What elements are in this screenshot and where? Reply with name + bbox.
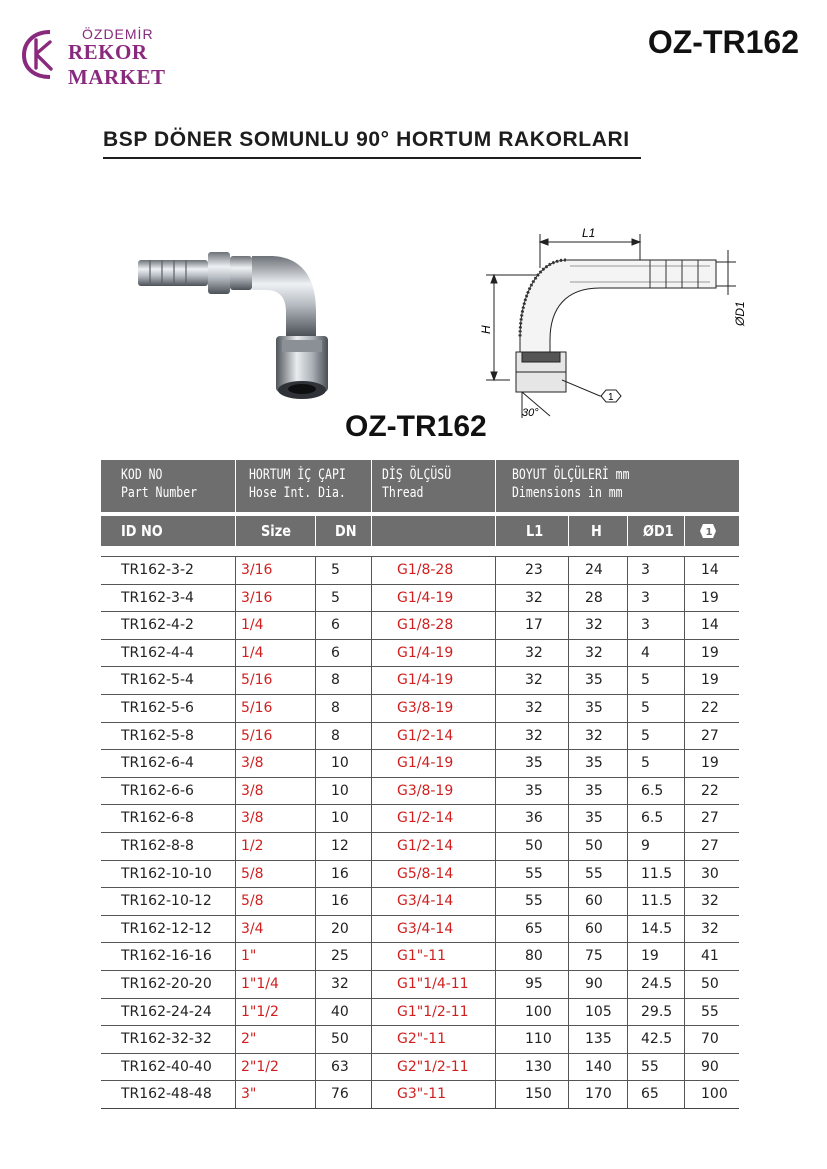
cell-id: TR162-5-6 xyxy=(121,699,194,716)
cell-id: TR162-24-24 xyxy=(121,1003,212,1020)
table-body xyxy=(101,556,739,1109)
cell-size: 5/16 xyxy=(241,699,273,716)
table-row xyxy=(101,777,739,805)
cell-thread: G1/2-14 xyxy=(397,810,454,827)
cell-d1: 5 xyxy=(641,672,650,689)
cell-l1: 32 xyxy=(525,727,543,744)
cell-h: 140 xyxy=(585,1058,612,1075)
cell-h: 35 xyxy=(585,782,603,799)
cell-thread: G2"1/2-11 xyxy=(397,1058,469,1075)
cell-l1: 50 xyxy=(525,837,543,854)
cell-l1: 65 xyxy=(525,920,543,937)
cell-dn: 8 xyxy=(331,727,340,744)
cell-thread: G3/4-14 xyxy=(397,920,454,937)
cell-marker: 22 xyxy=(701,782,719,799)
header-notch xyxy=(219,460,235,512)
figure-label: OZ-TR162 xyxy=(345,410,487,443)
cell-id: TR162-16-16 xyxy=(121,948,212,965)
title-underline xyxy=(103,157,641,159)
cell-marker: 100 xyxy=(701,1086,728,1103)
fitting-photo xyxy=(120,240,350,415)
cell-dn: 25 xyxy=(331,948,349,965)
logo-mark-icon xyxy=(20,28,62,80)
cell-dn: 5 xyxy=(331,589,340,606)
cell-marker: 19 xyxy=(701,589,719,606)
cell-l1: 100 xyxy=(525,1003,552,1020)
cell-id: TR162-4-2 xyxy=(121,617,194,634)
cell-dn: 32 xyxy=(331,975,349,992)
cell-l1: 32 xyxy=(525,589,543,606)
cell-thread: G1"1/4-11 xyxy=(397,975,469,992)
cell-l1: 150 xyxy=(525,1086,552,1103)
col-header-l1: L1 xyxy=(526,522,544,540)
cell-id: TR162-48-48 xyxy=(121,1086,212,1103)
table-row xyxy=(101,970,739,998)
cell-marker: 27 xyxy=(701,727,719,744)
cell-size: 5/16 xyxy=(241,727,273,744)
cell-thread: G5/8-14 xyxy=(397,865,454,882)
cell-size: 3/8 xyxy=(241,755,264,772)
cell-d1: 65 xyxy=(641,1086,659,1103)
cell-h: 35 xyxy=(585,672,603,689)
cell-l1: 55 xyxy=(525,865,543,882)
cell-id: TR162-32-32 xyxy=(121,1031,212,1048)
cell-h: 35 xyxy=(585,699,603,716)
cell-dn: 16 xyxy=(331,865,349,882)
cell-dn: 63 xyxy=(331,1058,349,1075)
cell-thread: G3/8-19 xyxy=(397,699,454,716)
cell-h: 24 xyxy=(585,562,603,578)
drawing-label-marker: 1 xyxy=(608,392,614,403)
cell-d1: 3 xyxy=(641,562,650,578)
col-header-marker: 1 xyxy=(705,527,713,538)
cell-marker: 14 xyxy=(701,562,719,578)
cell-marker: 32 xyxy=(701,920,719,937)
cell-d1: 29.5 xyxy=(641,1003,673,1020)
cell-marker: 70 xyxy=(701,1031,719,1048)
cell-thread: G1/8-28 xyxy=(397,617,454,634)
table-row xyxy=(101,804,739,832)
cell-size: 2" xyxy=(241,1031,257,1048)
col-header-size: Size xyxy=(261,522,291,540)
drawing-label-l1: L1 xyxy=(582,226,596,240)
cell-d1: 24.5 xyxy=(641,975,673,992)
column-header-row xyxy=(101,516,739,546)
cell-id: TR162-12-12 xyxy=(121,920,212,937)
cell-h: 35 xyxy=(585,810,603,827)
group-header-dimensions: BOYUT ÖLÇÜLERİ mm Dimensions in mm xyxy=(512,467,630,501)
cell-h: 55 xyxy=(585,865,603,882)
cell-h: 75 xyxy=(585,948,603,965)
cell-size: 3/8 xyxy=(241,810,264,827)
group-header-row xyxy=(101,460,739,512)
cell-marker: 14 xyxy=(701,617,719,634)
table-row xyxy=(101,942,739,970)
cell-thread: G1/4-19 xyxy=(397,589,454,606)
table-row xyxy=(101,584,739,612)
cell-d1: 19 xyxy=(641,948,659,965)
group-header-thread: DİŞ ÖLÇÜSÜ Thread xyxy=(382,467,452,501)
cell-thread: G3/4-14 xyxy=(397,893,454,910)
cell-thread: G3/8-19 xyxy=(397,782,454,799)
cell-d1: 14.5 xyxy=(641,920,673,937)
cell-id: TR162-3-2 xyxy=(121,562,194,578)
cell-marker: 55 xyxy=(701,1003,719,1020)
table-row xyxy=(101,1053,739,1081)
cell-size: 1/2 xyxy=(241,837,264,854)
cell-h: 32 xyxy=(585,617,603,634)
cell-h: 32 xyxy=(585,727,603,744)
cell-size: 3" xyxy=(241,1086,257,1103)
cell-marker: 50 xyxy=(701,975,719,992)
cell-dn: 20 xyxy=(331,920,349,937)
cell-thread: G1/2-14 xyxy=(397,727,454,744)
table-row xyxy=(101,722,739,750)
table-row xyxy=(101,749,739,777)
cell-d1: 4 xyxy=(641,644,650,661)
cell-h: 60 xyxy=(585,920,603,937)
drawing-label-angle: 30° xyxy=(522,407,539,419)
table-row xyxy=(101,915,739,943)
cell-h: 60 xyxy=(585,893,603,910)
group-header-part: KOD NO Part Number xyxy=(121,467,198,501)
hex-marker-icon xyxy=(699,523,717,539)
cell-dn: 8 xyxy=(331,672,340,689)
cell-l1: 36 xyxy=(525,810,543,827)
cell-size: 3/8 xyxy=(241,782,264,799)
cell-size: 1"1/2 xyxy=(241,1003,279,1020)
cell-thread: G1/4-19 xyxy=(397,672,454,689)
cell-dn: 8 xyxy=(331,699,340,716)
cell-l1: 95 xyxy=(525,975,543,992)
cell-d1: 5 xyxy=(641,727,650,744)
cell-l1: 17 xyxy=(525,617,543,634)
cell-dn: 50 xyxy=(331,1031,349,1048)
cell-id: TR162-40-40 xyxy=(121,1058,212,1075)
cell-dn: 76 xyxy=(331,1086,349,1103)
cell-marker: 32 xyxy=(701,893,719,910)
cell-d1: 3 xyxy=(641,617,650,634)
cell-l1: 32 xyxy=(525,672,543,689)
cell-dn: 12 xyxy=(331,837,349,854)
cell-h: 170 xyxy=(585,1086,612,1103)
cell-id: TR162-20-20 xyxy=(121,975,212,992)
cell-id: TR162-4-4 xyxy=(121,644,194,661)
cell-dn: 16 xyxy=(331,893,349,910)
technical-drawing xyxy=(470,220,760,430)
cell-id: TR162-6-4 xyxy=(121,755,194,772)
cell-size: 3/4 xyxy=(241,920,264,937)
col-header-h: H xyxy=(591,522,602,540)
cell-d1: 9 xyxy=(641,837,650,854)
cell-size: 1" xyxy=(241,948,257,965)
brand-top-text: ÖZDEMİR xyxy=(82,26,154,42)
cell-l1: 23 xyxy=(525,562,543,578)
cell-dn: 6 xyxy=(331,644,340,661)
cell-dn: 10 xyxy=(331,755,349,772)
cell-marker: 30 xyxy=(701,865,719,882)
cell-thread: G1/2-14 xyxy=(397,837,454,854)
table-row xyxy=(101,998,739,1026)
cell-size: 5/8 xyxy=(241,893,264,910)
cell-dn: 10 xyxy=(331,810,349,827)
cell-h: 28 xyxy=(585,589,603,606)
table-row xyxy=(101,1080,739,1108)
table-row xyxy=(101,639,739,667)
cell-h: 32 xyxy=(585,644,603,661)
cell-l1: 130 xyxy=(525,1058,552,1075)
table-row xyxy=(101,611,739,639)
drawing-label-d1: ØD1 xyxy=(733,301,747,326)
cell-size: 1/4 xyxy=(241,644,264,661)
table-row xyxy=(101,832,739,860)
cell-l1: 32 xyxy=(525,644,543,661)
document-code: OZ-TR162 xyxy=(647,24,799,60)
cell-d1: 6.5 xyxy=(641,810,664,827)
table-row xyxy=(101,556,739,584)
cell-id: TR162-8-8 xyxy=(121,837,194,854)
cell-dn: 6 xyxy=(331,617,340,634)
cell-d1: 11.5 xyxy=(641,865,673,882)
table-row xyxy=(101,666,739,694)
cell-size: 1"1/4 xyxy=(241,975,279,992)
cell-id: TR162-5-4 xyxy=(121,672,194,689)
cell-dn: 10 xyxy=(331,782,349,799)
cell-thread: G1"1/2-11 xyxy=(397,1003,469,1020)
cell-thread: G1/4-19 xyxy=(397,644,454,661)
cell-id: TR162-5-8 xyxy=(121,727,194,744)
cell-l1: 35 xyxy=(525,755,543,772)
cell-id: TR162-6-8 xyxy=(121,810,194,827)
cell-h: 35 xyxy=(585,755,603,772)
col-header-d1: ØD1 xyxy=(643,522,674,540)
table-row xyxy=(101,1025,739,1053)
cell-id: TR162-10-10 xyxy=(121,865,212,882)
cell-marker: 19 xyxy=(701,672,719,689)
cell-h: 135 xyxy=(585,1031,612,1048)
col-header-dn: DN xyxy=(335,522,357,540)
cell-size: 3/16 xyxy=(241,589,273,606)
spec-table xyxy=(101,460,739,1109)
table-row xyxy=(101,887,739,915)
cell-l1: 80 xyxy=(525,948,543,965)
cell-size: 1/4 xyxy=(241,617,264,634)
cell-l1: 32 xyxy=(525,699,543,716)
cell-size: 5/8 xyxy=(241,865,264,882)
drawing-label-h: H xyxy=(479,325,493,334)
cell-d1: 5 xyxy=(641,755,650,772)
cell-marker: 19 xyxy=(701,644,719,661)
cell-marker: 90 xyxy=(701,1058,719,1075)
cell-size: 5/16 xyxy=(241,672,273,689)
cell-dn: 40 xyxy=(331,1003,349,1020)
cell-size: 3/16 xyxy=(241,562,273,578)
brand-logo xyxy=(20,24,240,89)
cell-thread: G1/8-28 xyxy=(397,562,454,578)
brand-main-text: REKOR MARKET xyxy=(68,40,166,89)
cell-thread: G1"-11 xyxy=(397,948,447,965)
cell-marker: 27 xyxy=(701,837,719,854)
cell-id: TR162-10-12 xyxy=(121,893,212,910)
cell-marker: 19 xyxy=(701,755,719,772)
cell-l1: 55 xyxy=(525,893,543,910)
cell-marker: 41 xyxy=(701,948,719,965)
cell-d1: 11.5 xyxy=(641,893,673,910)
cell-d1: 42.5 xyxy=(641,1031,673,1048)
cell-thread: G3"-11 xyxy=(397,1086,447,1103)
cell-id: TR162-3-4 xyxy=(121,589,194,606)
cell-d1: 5 xyxy=(641,699,650,716)
cell-size: 2"1/2 xyxy=(241,1058,279,1075)
cell-h: 90 xyxy=(585,975,603,992)
cell-d1: 6.5 xyxy=(641,782,664,799)
cell-marker: 27 xyxy=(701,810,719,827)
cell-marker: 22 xyxy=(701,699,719,716)
col-header-id: ID NO xyxy=(121,522,163,540)
cell-thread: G1/4-19 xyxy=(397,755,454,772)
cell-id: TR162-6-6 xyxy=(121,782,194,799)
page-title: BSP DÖNER SOMUNLU 90° HORTUM RAKORLARI xyxy=(103,128,630,151)
cell-dn: 5 xyxy=(331,562,340,578)
cell-d1: 55 xyxy=(641,1058,659,1075)
cell-l1: 35 xyxy=(525,782,543,799)
cell-h: 105 xyxy=(585,1003,612,1020)
cell-thread: G2"-11 xyxy=(397,1031,447,1048)
table-row xyxy=(101,860,739,888)
cell-h: 50 xyxy=(585,837,603,854)
cell-l1: 110 xyxy=(525,1031,552,1048)
group-header-hose: HORTUM İÇ ÇAPI Hose Int. Dia. xyxy=(249,467,346,501)
table-row xyxy=(101,694,739,722)
cell-d1: 3 xyxy=(641,589,650,606)
